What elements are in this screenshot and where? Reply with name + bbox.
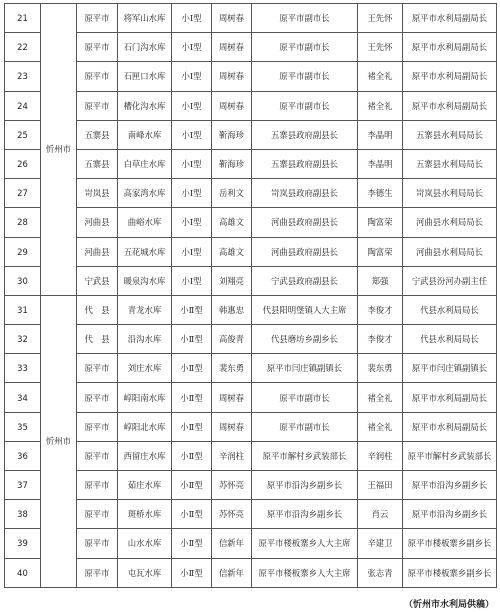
chief-title-cell: 原平市副市长 xyxy=(252,4,358,33)
type-cell: 小Ⅰ型 xyxy=(172,208,212,237)
county-cell: 原平市 xyxy=(77,62,118,91)
manager-name-cell: 郑强 xyxy=(358,266,403,295)
type-cell: 小Ⅰ型 xyxy=(172,62,212,91)
row-number-cell: 31 xyxy=(5,295,41,324)
chief-name-cell: 周树春 xyxy=(212,383,252,412)
manager-title-cell: 宁武县汾河办副主任 xyxy=(403,266,497,295)
chief-title-cell: 原平市闫庄镇副镇长 xyxy=(252,354,358,383)
county-cell: 原平市 xyxy=(77,91,118,120)
chief-title-cell: 代县磨坊乡副乡长 xyxy=(252,325,358,354)
county-cell: 原平市 xyxy=(77,529,118,558)
chief-title-cell: 岢岚县政府副县长 xyxy=(252,179,358,208)
row-number-cell: 26 xyxy=(5,149,41,178)
chief-title-cell: 五寨县政府副县长 xyxy=(252,120,358,149)
source-credit: （忻州市水利局供稿） xyxy=(403,600,494,610)
table-row xyxy=(5,529,497,558)
county-cell: 代 县 xyxy=(77,325,118,354)
reservoir-cell: 刘庄水库 xyxy=(118,354,172,383)
chief-name-cell: 高雄文 xyxy=(212,237,252,266)
county-cell: 原平市 xyxy=(77,412,118,441)
manager-title-cell: 原平市沿沟乡副乡长 xyxy=(403,471,497,500)
row-number-cell: 38 xyxy=(5,500,41,529)
table-row xyxy=(5,120,497,149)
manager-name-cell: 张志青 xyxy=(358,558,403,587)
manager-name-cell: 裴东勇 xyxy=(358,354,403,383)
manager-name-cell: 褚全礼 xyxy=(358,412,403,441)
chief-name-cell: 周树春 xyxy=(212,33,252,62)
type-cell: 小Ⅱ型 xyxy=(172,383,212,412)
table-row xyxy=(5,558,497,587)
type-cell: 小Ⅱ型 xyxy=(172,412,212,441)
county-cell: 原平市 xyxy=(77,500,118,529)
reservoir-cell: 斑桥水库 xyxy=(118,500,172,529)
table-row xyxy=(5,500,497,529)
table-row xyxy=(5,4,497,33)
manager-title-cell: 河曲县水利局局长 xyxy=(403,208,497,237)
type-cell: 小Ⅱ型 xyxy=(172,325,212,354)
type-cell: 小Ⅰ型 xyxy=(172,179,212,208)
table-row xyxy=(5,62,497,91)
chief-name-cell: 靳海珍 xyxy=(212,120,252,149)
chief-title-cell: 原平市解村乡武装部长 xyxy=(252,441,358,470)
roster-body xyxy=(5,4,497,588)
chief-title-cell: 原平市楼板寨乡人大主席 xyxy=(252,558,358,587)
chief-name-cell: 信新年 xyxy=(212,558,252,587)
chief-title-cell: 原平市楼板寨乡人大主席 xyxy=(252,529,358,558)
row-number-cell: 22 xyxy=(5,33,41,62)
manager-name-cell: 肖云 xyxy=(358,500,403,529)
type-cell: 小Ⅰ型 xyxy=(172,4,212,33)
city-cell: 忻州市 xyxy=(41,4,77,296)
type-cell: 小Ⅰ型 xyxy=(172,149,212,178)
table-row xyxy=(5,208,497,237)
reservoir-cell: 沿沟水库 xyxy=(118,325,172,354)
manager-title-cell: 原平市水利局副局长 xyxy=(403,412,497,441)
manager-name-cell: 李晶明 xyxy=(358,149,403,178)
row-number-cell: 40 xyxy=(5,558,41,587)
chief-name-cell: 辛润柱 xyxy=(212,441,252,470)
reservoir-cell: 高家湾水库 xyxy=(118,179,172,208)
row-number-cell: 39 xyxy=(5,529,41,558)
row-number-cell: 32 xyxy=(5,325,41,354)
manager-name-cell: 李晶明 xyxy=(358,120,403,149)
county-cell: 五寨县 xyxy=(77,120,118,149)
reservoir-cell: 将军山水库 xyxy=(118,4,172,33)
row-number-cell: 35 xyxy=(5,412,41,441)
county-cell: 五寨县 xyxy=(77,149,118,178)
table-row xyxy=(5,149,497,178)
manager-title-cell: 原平市解村乡武装部长 xyxy=(403,441,497,470)
table-row xyxy=(5,471,497,500)
chief-name-cell: 信新年 xyxy=(212,529,252,558)
manager-name-cell: 陶富荣 xyxy=(358,208,403,237)
county-cell: 原平市 xyxy=(77,441,118,470)
chief-title-cell: 原平市副市长 xyxy=(252,412,358,441)
manager-name-cell: 李德生 xyxy=(358,179,403,208)
type-cell: 小Ⅱ型 xyxy=(172,441,212,470)
manager-title-cell: 岢岚县水利局局长 xyxy=(403,179,497,208)
chief-name-cell: 韩惠忠 xyxy=(212,295,252,324)
county-cell: 原平市 xyxy=(77,33,118,62)
manager-title-cell: 原平市沿沟乡副乡长 xyxy=(403,500,497,529)
reservoir-cell: 崞阳南水库 xyxy=(118,383,172,412)
chief-title-cell: 五寨县政府副县长 xyxy=(252,149,358,178)
type-cell: 小Ⅰ型 xyxy=(172,237,212,266)
county-cell: 原平市 xyxy=(77,471,118,500)
county-cell: 河曲县 xyxy=(77,237,118,266)
chief-title-cell: 代县阳明堡镇人大主席 xyxy=(252,295,358,324)
chief-name-cell: 周树春 xyxy=(212,412,252,441)
county-cell: 原平市 xyxy=(77,4,118,33)
row-number-cell: 29 xyxy=(5,237,41,266)
manager-name-cell: 褚全礼 xyxy=(358,383,403,412)
reservoir-cell: 暖泉沟水库 xyxy=(118,266,172,295)
manager-title-cell: 原平市楼板寨乡副乡长 xyxy=(403,529,497,558)
manager-name-cell: 李俊才 xyxy=(358,325,403,354)
county-cell: 代 县 xyxy=(77,295,118,324)
table-row xyxy=(5,383,497,412)
chief-name-cell: 苏怀亮 xyxy=(212,500,252,529)
reservoir-cell: 曲峪水库 xyxy=(118,208,172,237)
type-cell: 小Ⅱ型 xyxy=(172,500,212,529)
table-row xyxy=(5,33,497,62)
type-cell: 小Ⅱ型 xyxy=(172,354,212,383)
chief-name-cell: 高俊青 xyxy=(212,325,252,354)
county-cell: 原平市 xyxy=(77,383,118,412)
county-cell: 原平市 xyxy=(77,354,118,383)
manager-title-cell: 代县水利局局长 xyxy=(403,295,497,324)
table-row xyxy=(5,441,497,470)
reservoir-cell: 屯瓦水库 xyxy=(118,558,172,587)
type-cell: 小Ⅰ型 xyxy=(172,266,212,295)
manager-title-cell: 原平市水利局副局长 xyxy=(403,91,497,120)
type-cell: 小Ⅱ型 xyxy=(172,295,212,324)
chief-name-cell: 高雄文 xyxy=(212,208,252,237)
table-row xyxy=(5,354,497,383)
manager-title-cell: 原平市水利局副局长 xyxy=(403,4,497,33)
manager-title-cell: 代县水利局局长 xyxy=(403,325,497,354)
table-row xyxy=(5,266,497,295)
county-cell: 宁武县 xyxy=(77,266,118,295)
chief-name-cell: 周树春 xyxy=(212,91,252,120)
table-row xyxy=(5,91,497,120)
city-cell: 忻州市 xyxy=(41,295,77,587)
type-cell: 小Ⅰ型 xyxy=(172,91,212,120)
manager-name-cell: 褚全礼 xyxy=(358,62,403,91)
chief-name-cell: 周树春 xyxy=(212,4,252,33)
manager-title-cell: 原平市楼板寨乡副乡长 xyxy=(403,558,497,587)
chief-name-cell: 裴东勇 xyxy=(212,354,252,383)
reservoir-roster-table xyxy=(4,3,497,588)
chief-title-cell: 原平市副市长 xyxy=(252,383,358,412)
reservoir-cell: 茹庄水库 xyxy=(118,471,172,500)
table-row xyxy=(5,325,497,354)
row-number-cell: 23 xyxy=(5,62,41,91)
manager-name-cell: 王福田 xyxy=(358,471,403,500)
manager-name-cell: 陶富荣 xyxy=(358,237,403,266)
chief-title-cell: 河曲县政府副县长 xyxy=(252,208,358,237)
manager-name-cell: 王先怀 xyxy=(358,33,403,62)
type-cell: 小Ⅱ型 xyxy=(172,471,212,500)
row-number-cell: 21 xyxy=(5,4,41,33)
county-cell: 岢岚县 xyxy=(77,179,118,208)
manager-name-cell: 李俊才 xyxy=(358,295,403,324)
table-row xyxy=(5,412,497,441)
reservoir-cell: 崞阳北水库 xyxy=(118,412,172,441)
row-number-cell: 25 xyxy=(5,120,41,149)
type-cell: 小Ⅱ型 xyxy=(172,558,212,587)
type-cell: 小Ⅰ型 xyxy=(172,33,212,62)
table-row xyxy=(5,179,497,208)
county-cell: 河曲县 xyxy=(77,208,118,237)
row-number-cell: 37 xyxy=(5,471,41,500)
chief-title-cell: 宁武县政府副县长 xyxy=(252,266,358,295)
table-row xyxy=(5,237,497,266)
chief-title-cell: 原平市副市长 xyxy=(252,33,358,62)
manager-name-cell: 辛建卫 xyxy=(358,529,403,558)
manager-name-cell: 王先怀 xyxy=(358,4,403,33)
manager-title-cell: 河曲县水利局局长 xyxy=(403,237,497,266)
reservoir-cell: 青龙水库 xyxy=(118,295,172,324)
manager-name-cell: 辛润柱 xyxy=(358,441,403,470)
row-number-cell: 36 xyxy=(5,441,41,470)
reservoir-cell: 白草庄水库 xyxy=(118,149,172,178)
chief-name-cell: 岳利文 xyxy=(212,179,252,208)
manager-title-cell: 原平市闫庄镇副镇长 xyxy=(403,354,497,383)
manager-title-cell: 五寨县水利局局长 xyxy=(403,120,497,149)
manager-title-cell: 原平市水利局副局长 xyxy=(403,62,497,91)
chief-title-cell: 原平市副市长 xyxy=(252,91,358,120)
chief-title-cell: 河曲县政府副县长 xyxy=(252,237,358,266)
chief-title-cell: 原平市副市长 xyxy=(252,62,358,91)
row-number-cell: 34 xyxy=(5,383,41,412)
table-row xyxy=(5,295,497,324)
chief-name-cell: 靳海珍 xyxy=(212,149,252,178)
manager-title-cell: 五寨县水利局局长 xyxy=(403,149,497,178)
chief-name-cell: 周树春 xyxy=(212,62,252,91)
reservoir-cell: 西留庄水库 xyxy=(118,441,172,470)
row-number-cell: 27 xyxy=(5,179,41,208)
reservoir-cell: 石门沟水库 xyxy=(118,33,172,62)
row-number-cell: 24 xyxy=(5,91,41,120)
chief-name-cell: 刘翔亮 xyxy=(212,266,252,295)
reservoir-cell: 山水水库 xyxy=(118,529,172,558)
chief-title-cell: 原平市沿沟乡副乡长 xyxy=(252,500,358,529)
chief-title-cell: 原平市沿沟乡副乡长 xyxy=(252,471,358,500)
reservoir-cell: 槽化沟水库 xyxy=(118,91,172,120)
row-number-cell: 28 xyxy=(5,208,41,237)
reservoir-cell: 石匣口水库 xyxy=(118,62,172,91)
reservoir-cell: 五花城水库 xyxy=(118,237,172,266)
reservoir-cell: 南峰水库 xyxy=(118,120,172,149)
manager-name-cell: 褚全礼 xyxy=(358,91,403,120)
manager-title-cell: 原平市水利局副局长 xyxy=(403,33,497,62)
chief-name-cell: 苏怀亮 xyxy=(212,471,252,500)
row-number-cell: 30 xyxy=(5,266,41,295)
type-cell: 小Ⅱ型 xyxy=(172,529,212,558)
row-number-cell: 33 xyxy=(5,354,41,383)
county-cell: 原平市 xyxy=(77,558,118,587)
manager-title-cell: 原平市水利局副局长 xyxy=(403,383,497,412)
type-cell: 小Ⅰ型 xyxy=(172,120,212,149)
